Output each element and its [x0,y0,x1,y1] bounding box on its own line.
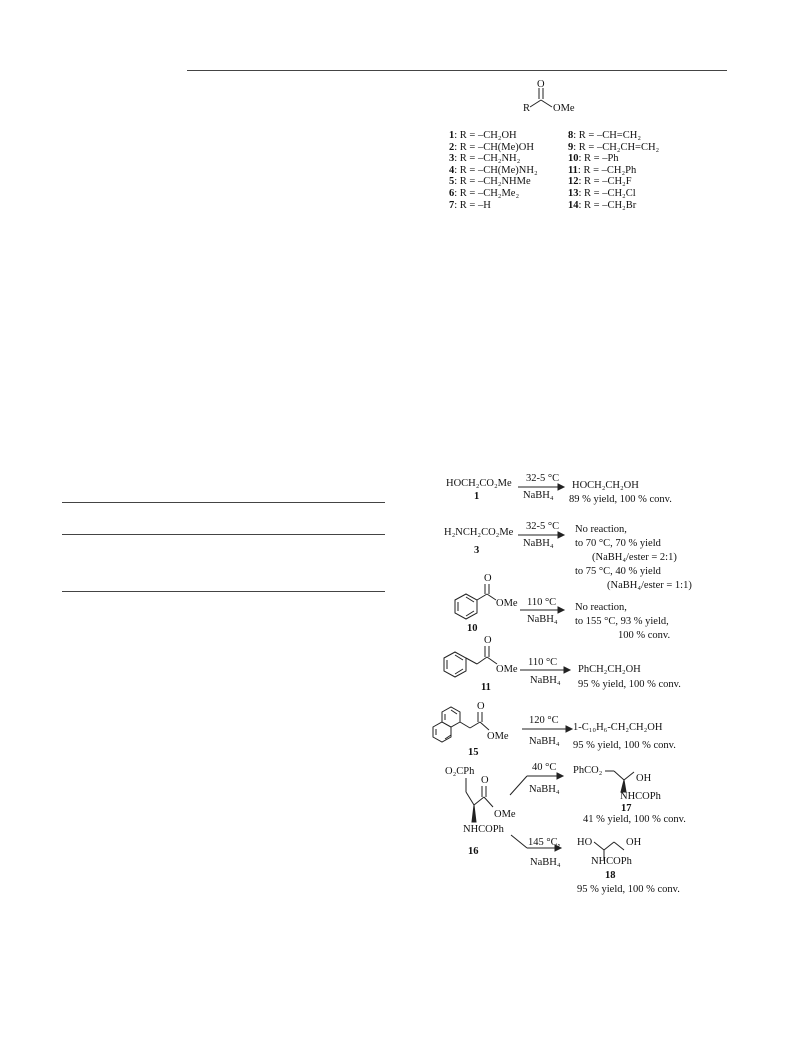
r3-substrate: H₂NCH₂CO₂Me [444,527,514,538]
compound-r-group: –H [477,199,491,211]
compound-number: 10 [568,153,579,165]
compound-r-group: –CH₂Me₂ [477,188,520,199]
r18-compound-label: 18 [605,870,616,881]
r11-ome: OMe [496,664,518,675]
r1-condition-top: 32-5 °C [526,473,560,484]
compound-r-group: –CH₂Cl [602,188,636,199]
r1-compound-label: 1 [474,491,480,502]
compound-r-group: –CH₂NHMe [477,176,531,188]
r15-ome: OMe [487,731,509,742]
r16-lower-condition-bottom: NaBH₄ [530,857,561,868]
r11-condition-bottom: NaBH₄ [530,675,561,686]
r15-product: 1-C₁₀H₆-CH₂CH₂OH [573,722,663,733]
r3-line-0: No reaction, [575,524,627,535]
r15-carbonyl-o: O [477,701,485,712]
r17-oh: OH [636,773,652,784]
compound-number: 2 [449,141,455,153]
compound-r-prefix: : R = [578,199,603,211]
r10-line-2: 100 % conv. [618,630,671,641]
r17-phco2: PhCO₂ [573,765,603,776]
compound-number: 13 [568,188,579,199]
compound-r-group: –CH(Me)OH [477,141,534,153]
compound-r-group: –CH₂NH₂ [477,153,521,165]
r16-lower-condition-top: 145 °C, [528,837,561,848]
compound-number: 12 [568,176,579,188]
r3-line-1: to 70 °C, 70 % yield [575,538,661,549]
compound-r-group: –CH₂CH=CH₂ [596,141,660,153]
compound-r-group: –CH₂Br [602,199,637,211]
r16-carbonyl-o: O [481,775,489,786]
r15-condition-top: 120 °C [529,715,559,726]
r18-nhcoph: NHCOPh [591,856,632,867]
compound-r-prefix: : R = [454,188,478,199]
compound-r-prefix: : R = [578,188,603,199]
r16-ome: OMe [494,809,516,820]
general-carbonyl-o: O [537,79,545,90]
r11-result: 95 % yield, 100 % conv. [578,679,681,690]
r3-condition-bottom: NaBH₄ [523,538,554,549]
compound-r-prefix: : R = [454,164,478,176]
r3-compound-label: 3 [474,545,480,556]
r10-compound-label: 10 [467,623,478,634]
compound-r-prefix: : R = [573,141,597,153]
r17-nhcoph: NHCOPh [620,791,661,802]
compound-r-prefix: : R = [454,130,478,141]
r3-line-4: (NaBH₄/ester = 1:1) [607,580,692,591]
r15-compound-label: 15 [468,747,479,758]
r3-line-2: (NaBH₄/ester = 2:1) [592,552,677,563]
r17-result: 41 % yield, 100 % conv. [583,814,686,825]
compound-number: 9 [568,141,574,153]
compound-r-prefix: : R = [577,164,602,176]
compound-r-prefix: : R = [578,153,603,165]
r17-compound-label: 17 [621,803,632,814]
compound-r-prefix: : R = [454,141,478,153]
compound-r-group: –CH₂Ph [601,164,637,176]
r10-ome: OMe [496,598,518,609]
r1-substrate: HOCH₂CO₂Me [446,478,512,489]
compound-r-group: –CH₂F [602,176,632,188]
compound-number: 14 [568,199,579,211]
compound-number: 1 [449,130,455,141]
r11-condition-top: 110 °C [528,657,558,668]
r3-line-3: to 75 °C, 40 % yield [575,566,661,577]
compound-r-prefix: : R = [454,199,478,211]
compound-r-group: –CH(Me)NH₂ [477,164,538,176]
r11-carbonyl-o: O [484,635,492,646]
compound-r-prefix: : R = [454,176,478,188]
r10-condition-top: 110 °C [527,597,557,608]
r10-condition-bottom: NaBH₄ [527,614,558,625]
r1-condition-bottom: NaBH₄ [523,490,554,501]
general-r-label: R [523,103,531,114]
r16-o2cph: O₂CPh [445,766,475,777]
general-ome: OMe [553,103,575,114]
r1-result: 89 % yield, 100 % conv. [569,494,672,505]
r18-ho: HO [577,837,593,848]
compound-r-group: –CH₂OH [477,130,517,141]
r16-upper-condition-bottom: NaBH₄ [529,784,560,795]
r1-product: HOCH₂CH₂OH [572,480,639,491]
r10-carbonyl-o: O [484,573,492,584]
r18-result: 95 % yield, 100 % conv. [577,884,680,895]
r15-condition-bottom: NaBH₄ [529,736,560,747]
compound-number: 6 [449,188,455,199]
compound-r-prefix: : R = [573,130,597,141]
r11-product: PhCH₂CH₂OH [578,664,641,675]
compound-r-group: –Ph [602,153,619,165]
r16-compound-label: 16 [468,846,479,857]
r10-line-0: No reaction, [575,602,627,613]
r10-line-1: to 155 °C, 93 % yield, [575,616,669,627]
compound-number: 11 [568,164,578,176]
r3-condition-top: 32-5 °C [526,521,560,532]
r15-result: 95 % yield, 100 % conv. [573,740,676,751]
compound-r-group: –CH=CH₂ [596,130,641,141]
compound-number: 3 [449,153,455,165]
r16-upper-condition-top: 40 °C [532,762,557,773]
compound-r-prefix: : R = [578,176,603,188]
r11-compound-label: 11 [481,682,491,693]
compound-number: 4 [449,164,455,176]
r18-oh: OH [626,837,642,848]
compound-number: 5 [449,176,455,188]
r16-nhcoph: NHCOPh [463,824,504,835]
compound-number: 7 [449,199,455,211]
compound-number: 8 [568,130,574,141]
compound-r-prefix: : R = [454,153,478,165]
